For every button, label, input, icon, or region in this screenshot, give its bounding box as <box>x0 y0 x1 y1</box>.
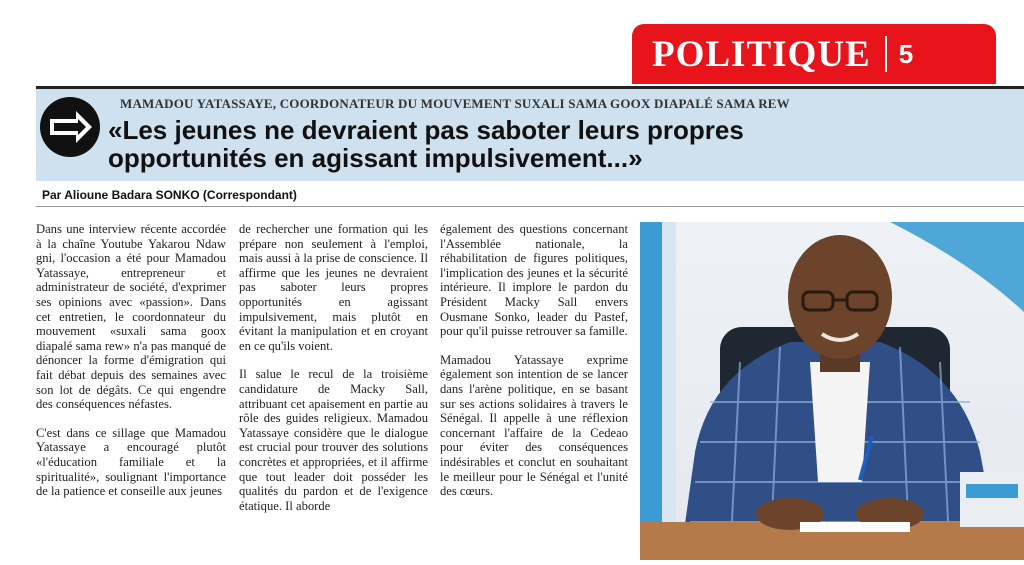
portrait-photo <box>640 222 1024 560</box>
page-number: 5 <box>898 38 914 69</box>
article-column-2 <box>239 222 428 527</box>
headline-line-2: opportunités en agissant impulsivement...» <box>108 143 643 173</box>
paragraph: également des questions concernant l'Assemblée nationale, la réhabilitation de figures politiques, l'implication des jeunes et la sécurité intérieure. Il implore le pardon du Président Macky Sall envers Ousmane Sonko, leader du Pastef, pour qu'il puisse retrouver sa famille. <box>440 222 628 339</box>
paragraph: de rechercher une formation qui les prépare non seulement à l'emploi, mais aussi à la prise de conscience. Il affirme que les jeunes ne devraient pas saboter leurs propres opportunités en agissant impulsivement, mais plutôt en évitant la manipulation et en croyant en ce qu'ils voient. <box>239 222 428 353</box>
divider <box>36 206 1024 207</box>
paragraph: Dans une interview récente accordée à la chaîne Youtube Yakarou Ndaw gni, l'occasion a été pour Mamadou Yatassaye, entrepreneur et administrateur de société, d'exprimer ses opinions avec «passion». Dans cet entretien, le coordonnateur du mouvement «suxali sama goox diapalé sama rew» n'a pas manqué de dénoncer la forme d'émigration qui fait débat depuis des semaines avec son lot de dégâts. Ce qui engendre des conséquences néfastes. <box>36 222 226 412</box>
headline-line-1: «Les jeunes ne devraient pas saboter leurs propres <box>108 115 744 145</box>
right-arrow-icon <box>40 97 100 157</box>
paragraph: Mamadou Yatassaye exprime également son intention de se lancer dans l'arène politique, en se basant sur ses actions solidaires à travers le Sénégal. Il appelle à une réflexion concernant l'affaire de la Cedeao pour éviter des conséquences indésirables et conclut en souhaitant le meilleur pour le Sénégal et l'unité des cœurs. <box>440 352 628 499</box>
article-column-3 <box>440 222 628 513</box>
paragraph: C'est dans ce sillage que Mamadou Yatassaye a encouragé plutôt «l'éducation familiale et la spiritualité», soulignant l'importance de la patience et conseille aux jeunes <box>36 425 226 499</box>
article-headline <box>108 116 1008 172</box>
section-title: POLITIQUE <box>652 33 871 75</box>
article-column-1 <box>36 222 226 513</box>
article-header <box>36 86 1024 181</box>
byline: Par Alioune Badara SONKO (Correspondant) <box>42 188 297 202</box>
rubric-divider <box>885 36 887 72</box>
article-overline: MAMADOU YATASSAYE, COORDONATEUR DU MOUVEMENT SUXALI SAMA GOOX DIAPALÉ SAMA REW <box>120 96 790 111</box>
section-rubric <box>632 24 996 84</box>
paragraph: Il salue le recul de la troisième candidature de Macky Sall, attribuant cet apaisement en partie au rôle des guides religieux. Mamadou Yatassaye considère que le dialogue est crucial pour trouver des solutions concrètes et appropriées, et il affirme que tout leader doit posséder les qualités du pardon et de l'exigence étatique. Il aborde <box>239 367 428 513</box>
